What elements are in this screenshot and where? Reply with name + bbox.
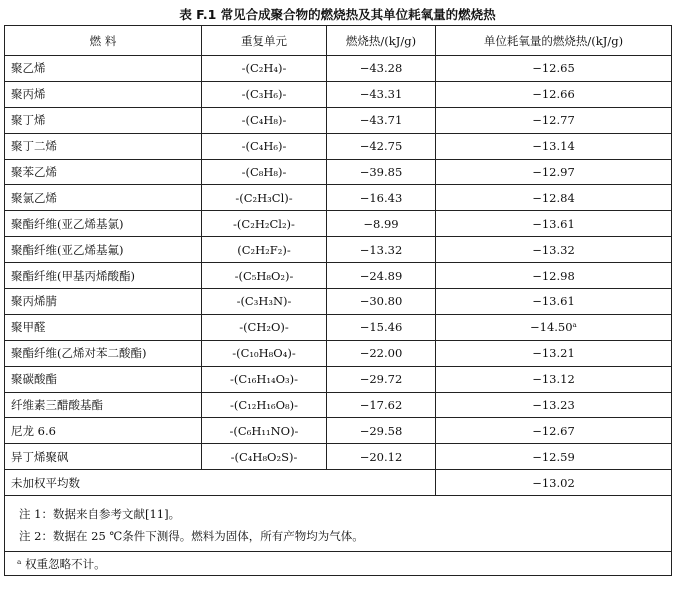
repeat-unit-cell: -(C₄H₆)- — [202, 133, 327, 159]
heat-per-oxygen-cell: −12.97 — [436, 159, 672, 185]
table-row — [5, 133, 672, 159]
repeat-unit-cell: -(C₄H₈O₂S)- — [202, 444, 327, 470]
table-row — [5, 237, 672, 263]
fuel-cell: 聚酯纤维(亚乙烯基氯) — [5, 211, 202, 237]
heat-per-oxygen-cell: −13.21 — [436, 340, 672, 366]
combustion-heat-cell: −29.72 — [327, 366, 436, 392]
fuel-cell: 异丁烯聚砜 — [5, 444, 202, 470]
fuel-cell: 聚氯乙烯 — [5, 185, 202, 211]
fuel-cell: 聚苯乙烯 — [5, 159, 202, 185]
repeat-unit-cell: -(C₄H₈)- — [202, 107, 327, 133]
average-row — [5, 470, 672, 496]
table-row — [5, 418, 672, 444]
heat-per-oxygen-cell: −13.23 — [436, 392, 672, 418]
heat-per-oxygen-cell: −12.66 — [436, 81, 672, 107]
combustion-heat-cell: −39.85 — [327, 159, 436, 185]
table-row — [5, 56, 672, 82]
header-combustion-heat: 燃烧热/(kJ/g) — [327, 26, 436, 56]
table-row — [5, 289, 672, 315]
header-fuel: 燃 料 — [5, 26, 202, 56]
table-row — [5, 340, 672, 366]
heat-per-oxygen-cell: −12.67 — [436, 418, 672, 444]
fuel-cell: 聚丙烯腈 — [5, 289, 202, 315]
heat-per-oxygen-cell: −13.61 — [436, 211, 672, 237]
combustion-heat-cell: −24.89 — [327, 263, 436, 289]
header-row — [5, 26, 672, 56]
header-heat-per-oxygen: 单位耗氧量的燃烧热/(kJ/g) — [436, 26, 672, 56]
header-repeat-unit: 重复单元 — [202, 26, 327, 56]
combustion-heat-cell: −15.46 — [327, 314, 436, 340]
fuel-cell: 聚丁二烯 — [5, 133, 202, 159]
heat-per-oxygen-cell: −13.12 — [436, 366, 672, 392]
repeat-unit-cell: -(C₁₆H₁₄O₃)- — [202, 366, 327, 392]
average-value: −13.02 — [436, 470, 672, 496]
note-1: 注 1：数据来自参考文献[11]。 — [19, 507, 181, 522]
combustion-heat-cell: −13.32 — [327, 237, 436, 263]
fuel-cell: 聚酯纤维(乙烯对苯二酸酯) — [5, 340, 202, 366]
combustion-heat-cell: −30.80 — [327, 289, 436, 315]
footnote-row — [5, 552, 672, 576]
table-row — [5, 314, 672, 340]
repeat-unit-cell: -(C₃H₃N)- — [202, 289, 327, 315]
fuel-cell: 聚乙烯 — [5, 56, 202, 82]
heat-per-oxygen-cell: −12.59 — [436, 444, 672, 470]
fuel-cell: 聚碳酸酯 — [5, 366, 202, 392]
repeat-unit-cell: -(CH₂O)- — [202, 314, 327, 340]
combustion-heat-table — [4, 25, 672, 576]
heat-per-oxygen-cell: −12.77 — [436, 107, 672, 133]
heat-per-oxygen-cell: −12.65 — [436, 56, 672, 82]
repeat-unit-cell: -(C₁₀H₈O₄)- — [202, 340, 327, 366]
heat-per-oxygen-cell: −12.84 — [436, 185, 672, 211]
footnote: ᵃ 权重忽略不计。 — [5, 552, 672, 576]
heat-per-oxygen-cell: −12.98 — [436, 263, 672, 289]
table-row — [5, 185, 672, 211]
heat-per-oxygen-cell: −14.50ᵃ — [436, 314, 672, 340]
fuel-cell: 聚酯纤维(亚乙烯基氟) — [5, 237, 202, 263]
fuel-cell: 聚丙烯 — [5, 81, 202, 107]
heat-per-oxygen-cell: −13.61 — [436, 289, 672, 315]
combustion-heat-cell: −8.99 — [327, 211, 436, 237]
repeat-unit-cell: -(C₁₂H₁₆O₈)- — [202, 392, 327, 418]
combustion-heat-cell: −43.31 — [327, 81, 436, 107]
notes-row — [5, 496, 672, 552]
heat-per-oxygen-cell: −13.32 — [436, 237, 672, 263]
table-row — [5, 366, 672, 392]
combustion-heat-cell: −43.71 — [327, 107, 436, 133]
table-row — [5, 211, 672, 237]
average-label: 未加权平均数 — [5, 470, 436, 496]
repeat-unit-cell: -(C₆H₁₁NO)- — [202, 418, 327, 444]
table-row — [5, 444, 672, 470]
fuel-cell: 纤维素三醋酸基酯 — [5, 392, 202, 418]
fuel-cell: 聚丁烯 — [5, 107, 202, 133]
fuel-cell: 尼龙 6.6 — [5, 418, 202, 444]
fuel-cell: 聚酯纤维(甲基丙烯酸酯) — [5, 263, 202, 289]
note-2: 注 2：数据在 25 ℃条件下测得。燃料为固体，所有产物均为气体。 — [19, 529, 364, 544]
heat-per-oxygen-cell: −13.14 — [436, 133, 672, 159]
combustion-heat-cell: −29.58 — [327, 418, 436, 444]
repeat-unit-cell: -(C₂H₃Cl)- — [202, 185, 327, 211]
repeat-unit-cell: -(C₂H₄)- — [202, 56, 327, 82]
combustion-heat-cell: −42.75 — [327, 133, 436, 159]
repeat-unit-cell: -(C₃H₆)- — [202, 81, 327, 107]
table-row — [5, 107, 672, 133]
table-row — [5, 263, 672, 289]
combustion-heat-cell: −43.28 — [327, 56, 436, 82]
repeat-unit-cell: (C₂H₂F₂)- — [202, 237, 327, 263]
combustion-heat-cell: −20.12 — [327, 444, 436, 470]
repeat-unit-cell: -(C₅H₈O₂)- — [202, 263, 327, 289]
table-row — [5, 81, 672, 107]
combustion-heat-cell: −16.43 — [327, 185, 436, 211]
fuel-cell: 聚甲醛 — [5, 314, 202, 340]
table-caption: 表 F.1 常见合成聚合物的燃烧热及其单位耗氧量的燃烧热 — [179, 7, 496, 22]
table-row — [5, 392, 672, 418]
combustion-heat-cell: −17.62 — [327, 392, 436, 418]
combustion-heat-cell: −22.00 — [327, 340, 436, 366]
table-row — [5, 159, 672, 185]
repeat-unit-cell: -(C₂H₂Cl₂)- — [202, 211, 327, 237]
repeat-unit-cell: -(C₈H₈)- — [202, 159, 327, 185]
